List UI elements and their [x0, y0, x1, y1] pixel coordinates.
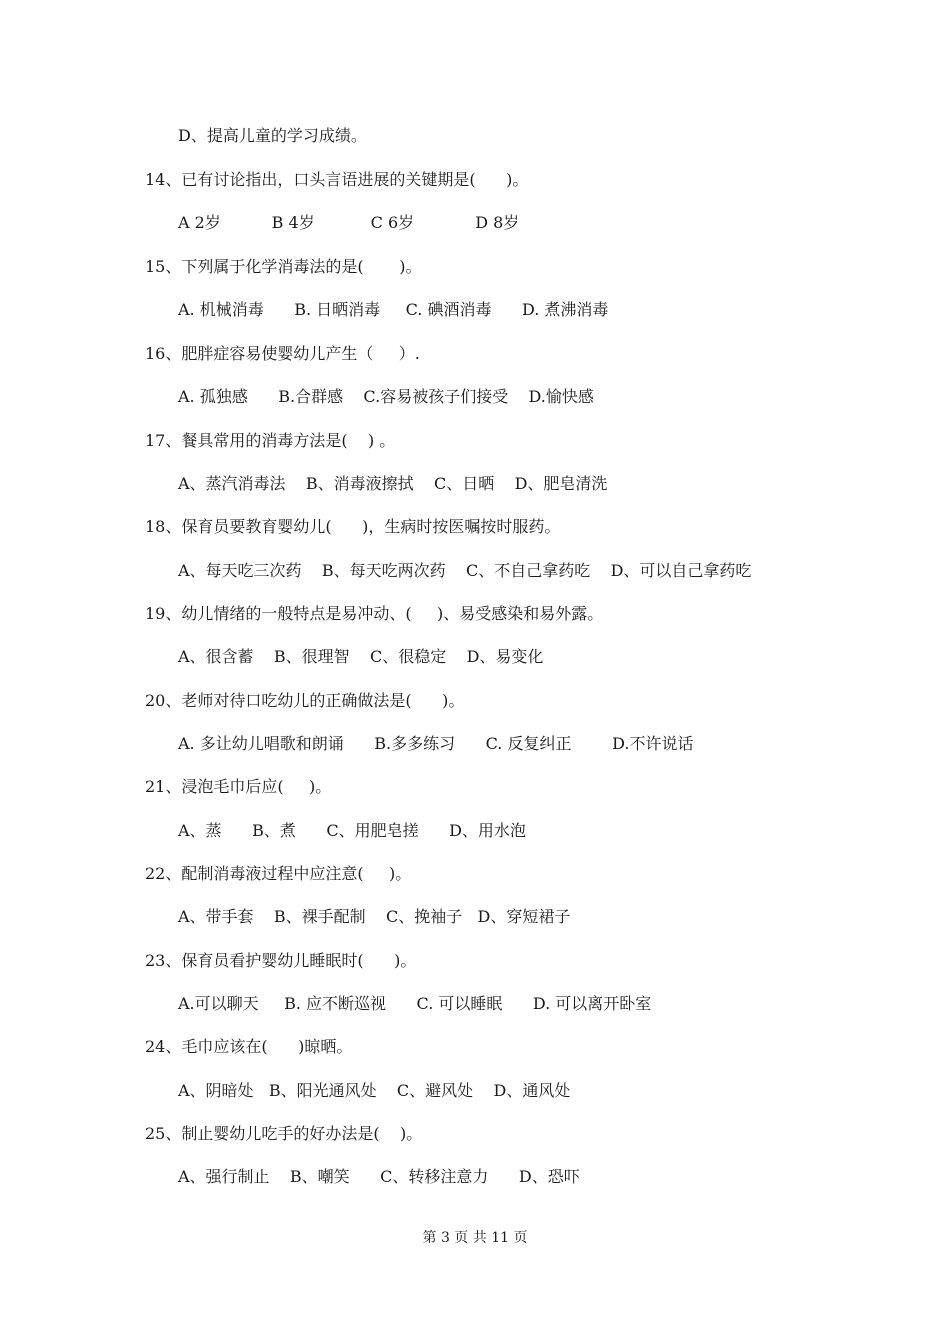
question-line: 19、幼儿情绪的一般特点是易冲动、( )、易受感染和易外露。	[145, 604, 604, 623]
question-line: 24、毛巾应该在( )晾晒。	[145, 1037, 353, 1056]
question-line: 18、保育员要教育婴幼儿( )，生病时按医嘱按时服药。	[145, 517, 561, 536]
question-line: 21、浸泡毛巾后应( )。	[145, 777, 332, 796]
option-line: A、带手套 B、裸手配制 C、挽袖子 D、穿短裙子	[178, 907, 571, 926]
option-line: A.可以聊天 B. 应不断巡视 C. 可以睡眠 D. 可以离开卧室	[178, 994, 652, 1013]
option-line: A、每天吃三次药 B、每天吃两次药 C、不自己拿药吃 D、可以自己拿药吃	[178, 561, 752, 580]
question-line: 23、保育员看护婴幼儿睡眠时( )。	[145, 951, 417, 970]
option-line: D、提高儿童的学习成绩。	[178, 126, 367, 145]
question-line: 20、老师对待口吃幼儿的正确做法是( )。	[145, 691, 465, 710]
page-footer: 第 3 页 共 11 页	[422, 1230, 528, 1246]
option-line: A、蒸 B、煮 C、用肥皂搓 D、用水泡	[178, 821, 526, 840]
question-line: 14、已有讨论指出，口头言语进展的关键期是( )。	[145, 170, 529, 189]
option-line: A. 机械消毒 B. 日晒消毒 C. 碘酒消毒 D. 煮沸消毒	[178, 300, 609, 319]
option-line: A、强行制止 B、嘲笑 C、转移注意力 D、恐吓	[178, 1167, 580, 1186]
question-line: 16、肥胖症容易使婴幼儿产生（ ）.	[145, 344, 420, 363]
option-line: A. 孤独感 B.合群感 C.容易被孩子们接受 D.愉快感	[178, 387, 594, 406]
question-line: 25、制止婴幼儿吃手的好办法是( )。	[145, 1124, 423, 1143]
question-line: 17、餐具常用的消毒方法是( ) 。	[145, 431, 396, 450]
option-line: A. 多让幼儿唱歌和朗诵 B.多多练习 C. 反复纠正 D.不许说话	[178, 734, 694, 753]
option-line: A、蒸汽消毒法 B、消毒液擦拭 C、日晒 D、肥皂清洗	[178, 474, 608, 493]
option-line: A 2岁 B 4岁 C 6岁 D 8岁	[178, 213, 520, 232]
question-line: 22、配制消毒液过程中应注意( )。	[145, 864, 412, 883]
question-line: 15、下列属于化学消毒法的是( )。	[145, 257, 422, 276]
option-line: A、阴暗处 B、阳光通风处 C、避风处 D、通风处	[178, 1081, 571, 1100]
option-line: A、很含蓄 B、很理智 C、很稳定 D、易变化	[178, 647, 544, 666]
